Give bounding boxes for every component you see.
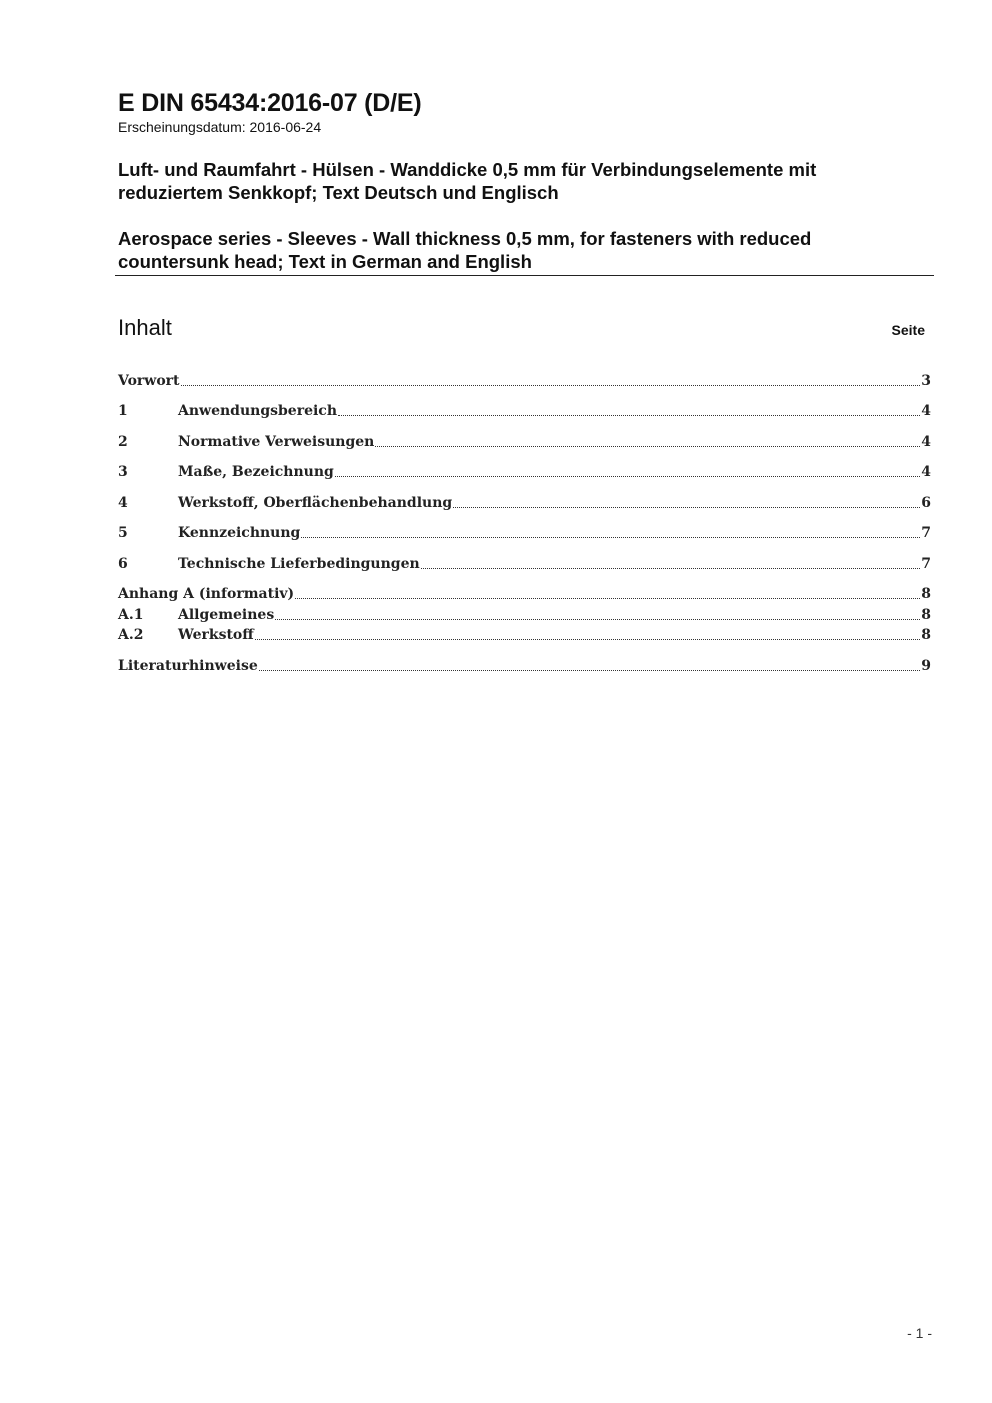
toc-entry-page: 9 <box>921 658 931 674</box>
toc-entry-label: Werkstoff <box>178 627 254 643</box>
toc-entry-label: Maße, Bezeichnung <box>178 464 334 480</box>
toc-heading: Inhalt <box>118 315 172 340</box>
toc-entry-label: Werkstoff, Oberflächenbehandlung <box>178 495 453 511</box>
toc-dot-leader <box>453 506 920 508</box>
toc-dot-leader <box>335 475 920 477</box>
page-number: - 1 - <box>907 1325 932 1341</box>
toc-entry-number: 2 <box>118 434 128 450</box>
toc-entry[interactable] <box>118 656 931 676</box>
toc-dot-leader <box>181 384 921 386</box>
toc-entry-page: 7 <box>921 556 931 572</box>
toc-entry-label: Vorwort <box>118 373 180 389</box>
subtitle-english: Aerospace series - Sleeves - Wall thickness 0,5 mm, for fasteners with reduced countersunk head; Text in German and English <box>118 228 812 272</box>
toc-entry[interactable] <box>118 584 931 604</box>
document-header <box>118 88 934 136</box>
toc-entry-page: 4 <box>921 434 931 450</box>
toc-dot-leader <box>275 618 920 620</box>
document-title: E DIN 65434:2016-07 (D/E) <box>118 89 422 117</box>
toc-entry[interactable] <box>118 523 931 543</box>
toc-entry-page: 8 <box>921 586 931 602</box>
toc-entry-label: Kennzeichnung <box>178 525 301 541</box>
toc-entry-label: Anwendungsbereich <box>178 403 337 419</box>
toc-entry[interactable] <box>118 625 931 645</box>
toc-dot-leader <box>259 669 921 671</box>
toc-dot-leader <box>375 445 920 447</box>
toc-entry-label: Allgemeines <box>178 607 275 623</box>
toc-entry-number: A.1 <box>118 607 144 623</box>
toc-entry[interactable] <box>118 432 931 452</box>
toc-entry[interactable] <box>118 371 931 391</box>
toc-entry-page: 7 <box>921 525 931 541</box>
toc-entry-number: 5 <box>118 525 128 541</box>
toc-entry-number: 6 <box>118 556 128 572</box>
publication-date: Erscheinungsdatum: 2016-06-24 <box>118 119 322 135</box>
toc-entry[interactable] <box>118 401 931 421</box>
toc-entry[interactable] <box>118 462 931 482</box>
toc-entry-page: 6 <box>921 495 931 511</box>
toc-entry-page: 4 <box>921 464 931 480</box>
toc-entry-page: 3 <box>921 373 931 389</box>
toc-entry-page: 8 <box>921 607 931 623</box>
toc-entry-number: 1 <box>118 403 128 419</box>
toc-entry-label: Technische Lieferbedingungen <box>178 556 420 572</box>
header-divider <box>115 275 934 276</box>
toc-entry-label: Literaturhinweise <box>118 658 258 674</box>
toc-dot-leader <box>295 597 920 599</box>
toc-dot-leader <box>301 536 920 538</box>
toc-dot-leader <box>255 638 921 640</box>
toc-dot-leader <box>338 414 920 416</box>
toc-dot-leader <box>421 567 921 569</box>
subtitle-german: Luft- und Raumfahrt - Hülsen - Wanddicke 0,5 mm für Verbindungselemente mit reduziertem Senkkopf; Text Deutsch und Englisch <box>118 159 817 203</box>
toc-entry[interactable] <box>118 605 931 625</box>
toc-entry[interactable] <box>118 554 931 574</box>
toc-entry-label: Anhang A (informativ) <box>118 586 295 602</box>
toc-entry-page: 4 <box>921 403 931 419</box>
toc-entry-label: Normative Verweisungen <box>178 434 375 450</box>
toc-entry[interactable] <box>118 493 931 513</box>
toc-page-column-heading: Seite <box>891 322 925 338</box>
toc-entry-page: 8 <box>921 627 931 643</box>
toc-entry-number: 3 <box>118 464 128 480</box>
toc-entry-number: A.2 <box>118 627 144 643</box>
toc-entry-number: 4 <box>118 495 128 511</box>
